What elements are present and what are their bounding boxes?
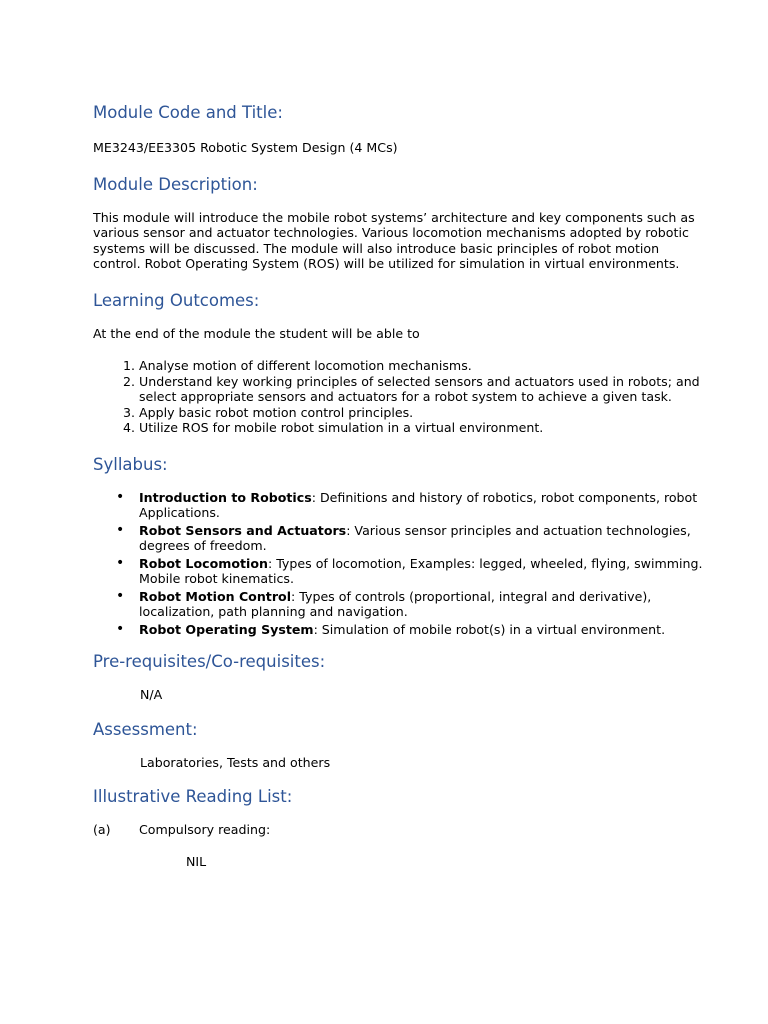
learning-outcomes-list (93, 358, 708, 436)
syllabus-item-text: : Various sensor principles and actuation technologies, degrees of freedom. (139, 522, 691, 553)
reading-item (93, 822, 708, 838)
syllabus-item-title: Robot Sensors and Actuators (139, 522, 347, 538)
heading-assessment: Assessment: (93, 719, 198, 739)
module-code-text: ME3243/EE3305 Robotic System Design (4 MCs) (93, 140, 398, 155)
syllabus-item-text: : Simulation of mobile robot(s) in a virtual environment. (313, 621, 666, 637)
syllabus-item-text: : Definitions and history of robotics, robot components, robot Applications. (139, 489, 698, 520)
syllabus-item-text: : Types of locomotion, Examples: legged, wheeled, flying, swimming. Mobile robot kinematics. (139, 555, 703, 586)
syllabus-list (93, 490, 708, 638)
outcome-item: 4. Utilize ROS for mobile robot simulation in a virtual environment. (139, 420, 708, 436)
module-description-text: This module will introduce the mobile robot systems’ architecture and key components such as various sensor and actuator technologies. Various locomotion mechanisms adopted by robotic systems will be discussed. The module will also introduce basic principles of robot motion control. Robot Operating System (ROS) will be utilized for simulation in virtual environments. (93, 209, 695, 271)
heading-prerequisites: Pre-requisites/Co-requisites: (93, 652, 326, 671)
syllabus-item (116, 488, 708, 521)
heading-module-code-title: Module Code and Title: (93, 103, 283, 122)
bullet-icon: • (116, 488, 125, 505)
outcome-item: 3. Apply basic robot motion control principles. (139, 405, 708, 421)
reading-value: NIL (186, 853, 207, 869)
heading-syllabus: Syllabus: (93, 454, 168, 474)
bullet-icon: • (116, 587, 125, 604)
syllabus-item-text: : Types of controls (proportional, integral and derivative), localization, path planning and navigation. (139, 588, 652, 619)
syllabus-item-title: Introduction to Robotics (139, 489, 312, 505)
syllabus-item (116, 554, 708, 587)
bullet-icon: • (116, 620, 125, 637)
heading-learning-outcomes: Learning Outcomes: (93, 290, 260, 310)
syllabus-item (116, 587, 708, 620)
heading-reading-list: Illustrative Reading List: (93, 787, 293, 806)
bullet-icon: • (116, 521, 125, 538)
syllabus-item-title: Robot Motion Control (139, 588, 292, 604)
outcome-item: 2. Understand key working principles of selected sensors and actuators used in robots; and select appropriate sensors and actuators for a robot system to achieve a given task. (139, 374, 708, 405)
syllabus-item-title: Robot Operating System (139, 621, 314, 637)
outcome-item: 1. Analyse motion of different locomotion mechanisms. (139, 358, 708, 374)
assessment-value: Laboratories, Tests and others (140, 754, 331, 770)
reading-marker: (a) (93, 822, 111, 837)
syllabus-item (116, 521, 708, 554)
learning-outcomes-intro: At the end of the module the student will be able to (93, 325, 420, 341)
prerequisites-value: N/A (140, 687, 163, 702)
heading-module-description: Module Description: (93, 174, 258, 194)
syllabus-item (116, 620, 708, 638)
reading-label: Compulsory reading: (139, 822, 271, 837)
bullet-icon: • (116, 554, 125, 571)
syllabus-item-title: Robot Locomotion (139, 555, 268, 571)
